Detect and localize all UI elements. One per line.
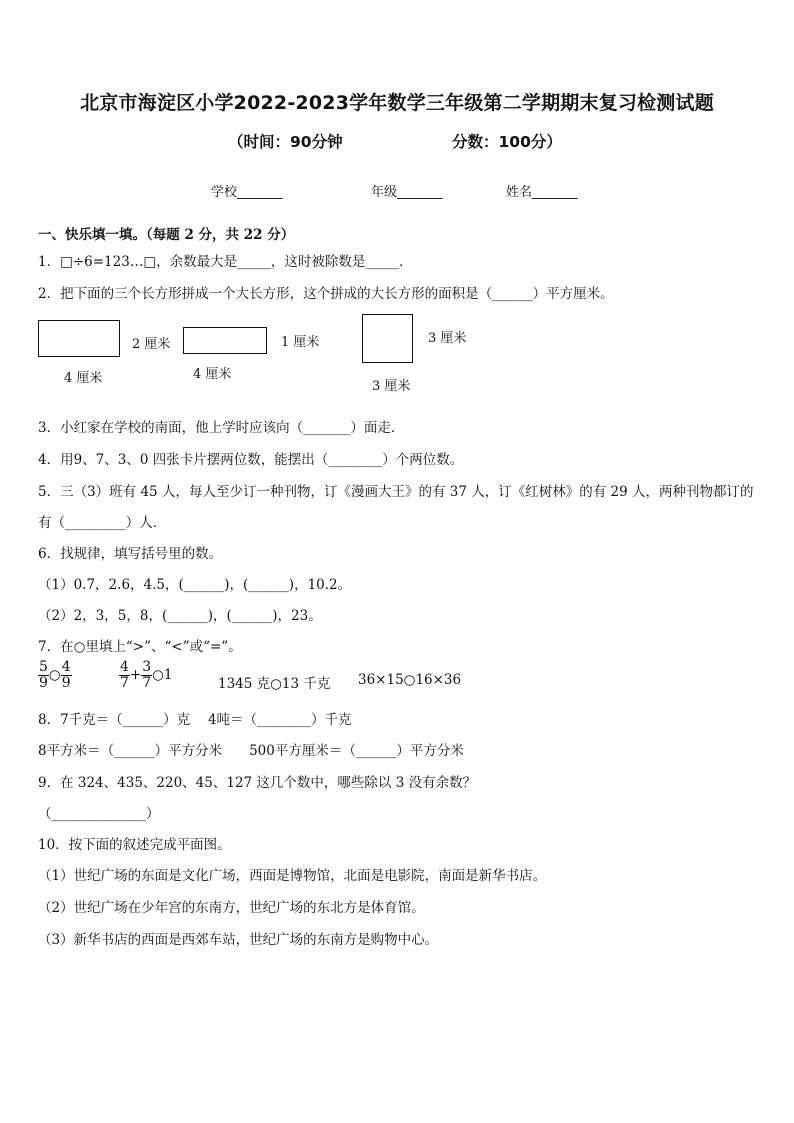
- section-heading: 一、快乐填一填。（每题 2 分，共 22 分）: [38, 227, 295, 243]
- question-5: 5．三（3）班有 45 人，每人至少订一种刊物，订《漫画大王》的有 37 人，订《红树林》的有 29 人，两种刊物都订的: [38, 484, 754, 500]
- question-3: 3．小红家在学校的南面，他上学时应该向（_______）面走．: [38, 420, 405, 436]
- compare-circle: ○: [48, 667, 61, 683]
- school-field: 学校_______: [211, 185, 283, 200]
- fraction-numerator: 3: [142, 659, 152, 675]
- question-10-part-1: （1）世纪广场的东面是文化广场，西面是博物馆，北面是电影院，南面是新华书店。: [38, 868, 547, 884]
- question-10: 10．按下面的叙述完成平面图。: [38, 837, 231, 853]
- name-field: 姓名_______: [506, 185, 578, 200]
- rectangle-1-height: 2 厘米: [132, 337, 171, 352]
- plus-sign: +: [129, 667, 142, 683]
- fraction-numerator: 4: [120, 659, 129, 675]
- question-8: 8．7千克＝（______）克 4吨＝（________）千克: [38, 712, 352, 728]
- question-6-part-1: （1）0.7，2.6，4.5，(______)，(______)，10.2。: [38, 577, 352, 593]
- square-3-width: 3 厘米: [372, 379, 411, 394]
- compare-rest: ○1: [152, 667, 173, 683]
- fraction-numerator: 4: [61, 659, 71, 675]
- fraction-denominator: 9: [39, 675, 48, 691]
- grade-field: 年级_______: [371, 185, 443, 200]
- question-8-line-2: 8平方米＝（______）平方分米 500平方厘米＝（______）平方分米: [38, 743, 464, 759]
- fraction-numerator: 5: [39, 659, 48, 675]
- rectangle-1: [38, 320, 120, 357]
- question-9: 9．在 324、435、220、45、127 这几个数中，哪些除以 3 没有余数？: [38, 775, 477, 791]
- comparison-b: [119, 660, 173, 691]
- question-10-part-3: （3）新华书店的西面是西郊车站，世纪广场的东南方是购物中心。: [38, 932, 439, 948]
- comparison-a: [38, 660, 72, 691]
- exam-time: （时间：90分钟: [228, 133, 343, 151]
- exam-score: 分数：100分）: [452, 133, 562, 151]
- fraction-denominator: 7: [142, 675, 152, 691]
- question-6-part-2: （2）2，3，5，8，(______)，(______)，23。: [38, 608, 322, 624]
- square-3: [362, 314, 413, 363]
- comparison-c: 1345 克○13 千克: [218, 676, 331, 692]
- question-7: 7．在○里填上“>”、“<”或“=”。: [38, 639, 242, 655]
- fraction-denominator: 7: [120, 675, 129, 691]
- page-title: 北京市海淀区小学2022-2023学年数学三年级第二学期期末复习检测试题: [80, 92, 714, 114]
- question-2: 2．把下面的三个长方形拼成一个大长方形，这个拼成的大长方形的面积是（______）平方厘米。: [38, 286, 614, 302]
- rectangle-2: [183, 327, 267, 354]
- question-5-continued: 有（_________）人．: [38, 515, 167, 531]
- question-4: 4．用9、7、3、0 四张卡片摆两位数，能摆出（________）个两位数。: [38, 452, 464, 468]
- question-9-answer-blank: （______________）: [38, 806, 160, 822]
- rectangle-2-width: 4 厘米: [193, 367, 232, 382]
- question-1: 1．□÷6=123…□，余数最大是_____，这时被除数是_____．: [38, 254, 413, 270]
- square-3-height: 3 厘米: [428, 331, 467, 346]
- question-10-part-2: （2）世纪广场在少年宫的东南方，世纪广场的东北方是体育馆。: [38, 900, 425, 916]
- comparison-d: 36×15○16×36: [358, 672, 462, 688]
- fraction-denominator: 9: [61, 675, 71, 691]
- rectangle-1-width: 4 厘米: [64, 371, 103, 386]
- rectangle-2-height: 1 厘米: [281, 335, 320, 350]
- question-6: 6．找规律，填写括号里的数。: [38, 546, 223, 562]
